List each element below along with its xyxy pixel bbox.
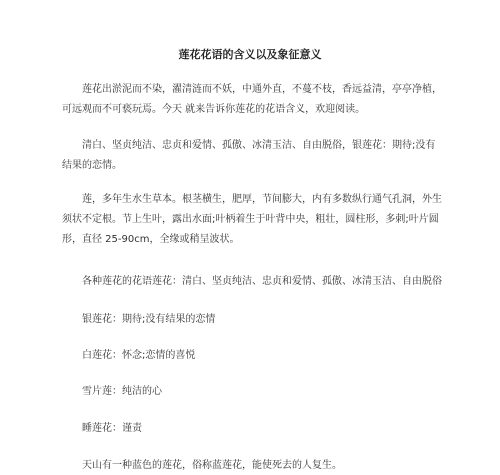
description-paragraph: 莲，多年生水生草本。根茎横生，肥厚，节间膨大，内有多数纵行通气孔洞，外生须状不定根。节上生叶，露出水面;叶柄着生于叶背中央，粗壮，圆柱形，多刺;叶片圆形，直径 25-90cm，全缘或稍呈波状。 — [62, 194, 442, 245]
article-title: 莲花花语的含义以及象征意义 — [178, 48, 322, 61]
water-lily-line: 睡莲花：谨责 — [82, 423, 142, 434]
anemone-line: 银莲花：期待;没有结果的恋情 — [82, 314, 216, 325]
snow-lotus-line: 雪片莲：纯洁的心 — [82, 386, 162, 397]
flower-language-list-line: 各种莲花的花语莲花：清白、坚贞纯洁、忠贞和爱情、孤傲、冰清玉洁、自由脱俗 — [82, 276, 442, 287]
meaning-paragraph: 清白、坚贞纯洁、忠贞和爱情、孤傲、冰清玉洁、自由脱俗，银莲花：期待;没有结果的恋情。 — [62, 140, 436, 171]
white-lotus-line: 白莲花：怀念;恋情的喜悦 — [82, 350, 196, 361]
intro-paragraph: 莲花出淤泥而不染，濯清涟而不妖，中通外直，不蔓不枝，香远益清，亭亭净植，可远观而不可亵玩焉。今天 就来告诉你莲花的花语含义，欢迎阅读。 — [62, 84, 442, 115]
blue-lotus-line: 天山有一种蓝色的莲花，俗称蓝莲花，能使死去的人复生。 — [82, 460, 342, 471]
